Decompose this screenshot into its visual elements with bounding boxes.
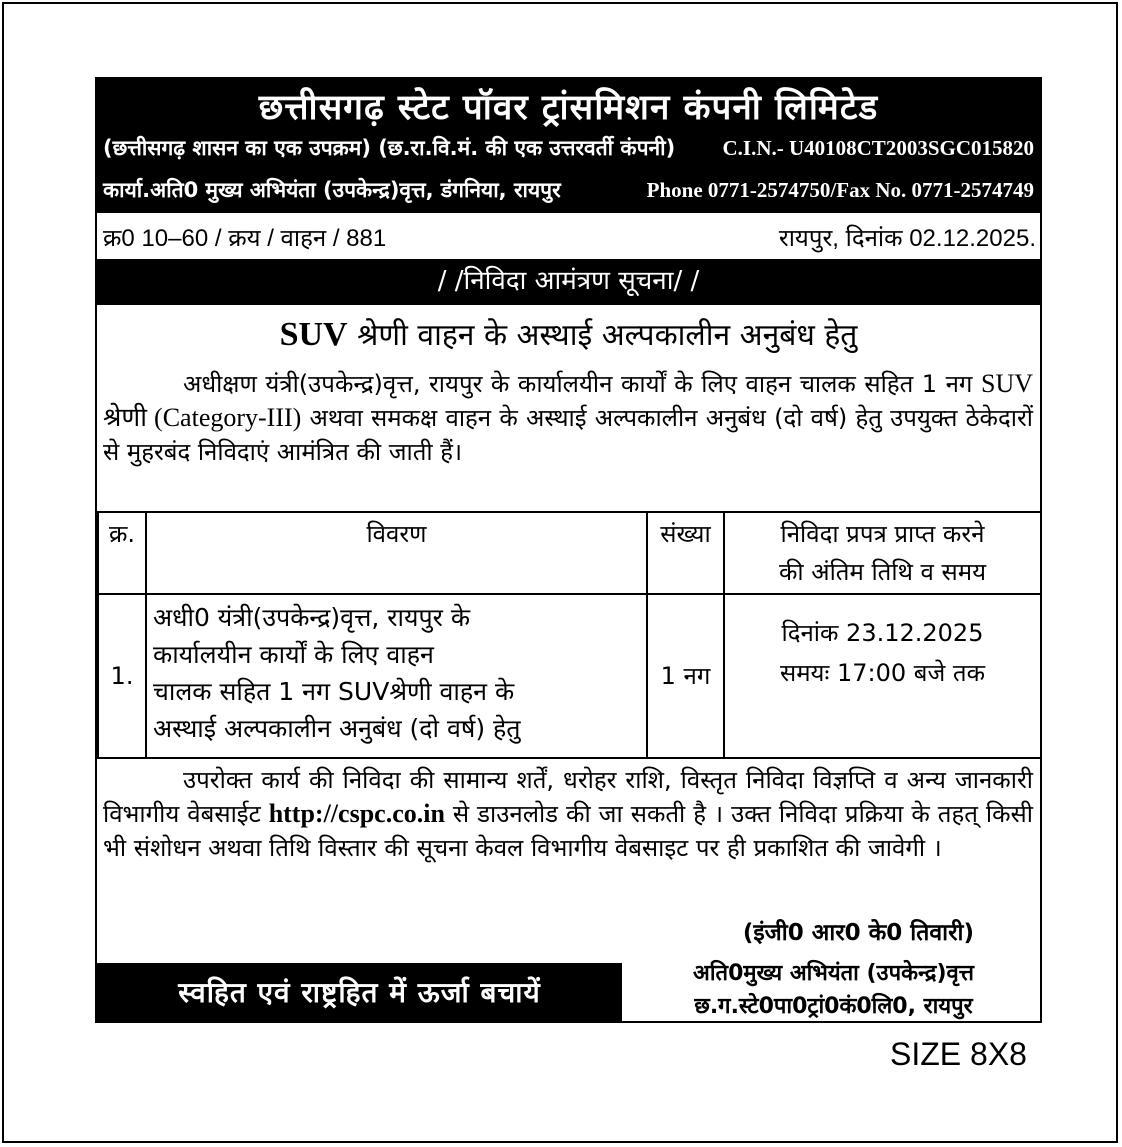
row-deadline-time: समयः 17:00 बजे तक — [779, 659, 986, 687]
intro-paragraph — [103, 367, 1033, 469]
row-deadline-date: दिनांक 23.12.2025 — [781, 619, 984, 647]
row-deadline — [724, 594, 1041, 758]
website-link[interactable]: http://cspc.co.in — [268, 799, 445, 828]
subject-text: श्रेणी वाहन के अस्थाई अल्पकालीन अनुबंध हेतु — [347, 318, 858, 353]
details-part-1: उपरोक्त कार्य की निविदा की सामान्य शर्तें, धरोहर राशि, विस्तृत निविदा विज्ञप्ति व अन्य जानकारी विभागीय वेबसाईट — [103, 766, 1033, 828]
size-label: SIZE 8X8 — [890, 1036, 1027, 1072]
subject-prefix: SUV — [279, 316, 348, 353]
company-name: छत्तीसगढ़ स्टेट पॉवर ट्रांसमिशन कंपनी लिमिटेड — [258, 88, 879, 128]
header-line-2 — [103, 134, 1034, 162]
parent-org-text: (छत्तीसगढ़ शासन का एक उपक्रम) (छ.रा.वि.मं. की एक उत्तरवर्ती कंपनी) — [103, 136, 676, 160]
signatory-organization: छ.ग.स्टे0पा0ट्रां0कं0लि0, रायपुर — [694, 994, 973, 1019]
row-sno: 1. — [98, 594, 146, 758]
row-description — [146, 594, 647, 758]
intro-part-2: SUV श्रेणी (Category-III) — [103, 369, 1033, 432]
cin-number: C.I.N.- U40108CT2003SGC015820 — [722, 136, 1034, 160]
reference-number: क्र0 10–60 / क्रय / वाहन / 881 — [103, 224, 387, 252]
row-quantity: 1 नग — [647, 594, 724, 758]
reference-row — [97, 215, 1040, 259]
details-part-2: से डाउनलोड की जा सकती है । उक्त निविदा प्रक्रिया के तहत् किसी भी संशोधन अथवा तिथि विस्तार की सूचना केवल विभागीय वेबसाइट पर ही प्रकाशित की जावेगी । — [103, 800, 1033, 862]
row-description-line-3: चालक सहित 1 नग SUVश्रेणी वाहन के — [153, 677, 515, 706]
row-description-line-2: कार्यालयीन कार्यों के लिए वाहन — [153, 640, 434, 669]
header-band — [97, 79, 1040, 213]
details-paragraph — [103, 763, 1033, 865]
phone-fax: Phone 0771-2574750/Fax No. 0771-2574749 — [646, 178, 1034, 202]
subject-line — [97, 313, 1040, 354]
header-deadline-line-1: निविदा प्रपत्र प्राप्त करने — [780, 520, 985, 548]
tender-notice — [95, 77, 1042, 1023]
notice-title: / /निविदा आमंत्रण सूचना/ / — [97, 259, 1040, 305]
signatory-name: (इंजी0 आर0 के0 तिवारी) — [742, 920, 974, 946]
intro-part-1: अधीक्षण यंत्री(उपकेन्द्र)वृत्त, रायपुर के कार्यालयीन कार्यों के लिए वाहन चालक सहित 1 नग — [183, 370, 981, 398]
energy-saving-slogan: स्वहित एवं राष्ट्रहित में ऊर्जा बचायें — [97, 963, 622, 1023]
table-header-row — [98, 512, 1041, 594]
row-description-line-1: अधी0 यंत्री(उपकेन्द्र)वृत्त, रायपुर के — [153, 603, 471, 632]
office-address: कार्या.अति0 मुख्य अभियंता (उपकेन्द्र)वृत्त, डंगनिया, रायपुर — [103, 178, 561, 202]
header-sno: क्र. — [98, 512, 146, 594]
header-quantity: संख्या — [647, 512, 724, 594]
intro-part-3: अथवा समकक्ष वाहन के अस्थाई अल्पकालीन अनुबंध (दो वर्ष) हेतु उपयुक्त ठेकेदारों से मुहरबंद निविदाएं आमंत्रित की जाती हैं। — [103, 404, 1033, 466]
header-deadline-line-2: की अंतिम तिथि व समय — [778, 558, 987, 586]
header-description: विवरण — [146, 512, 647, 594]
header-line-3 — [103, 176, 1034, 204]
table-row — [98, 594, 1041, 758]
header-deadline — [724, 512, 1041, 594]
row-description-line-4: अस्थाई अल्पकालीन अनुबंध (दो वर्ष) हेतु — [153, 714, 521, 743]
signatory-designation: अति0मुख्य अभियंता (उपकेन्द्र)वृत्त — [693, 961, 974, 986]
tender-table — [97, 511, 1042, 759]
place-date: रायपुर, दिनांक 02.12.2025. — [778, 224, 1036, 252]
